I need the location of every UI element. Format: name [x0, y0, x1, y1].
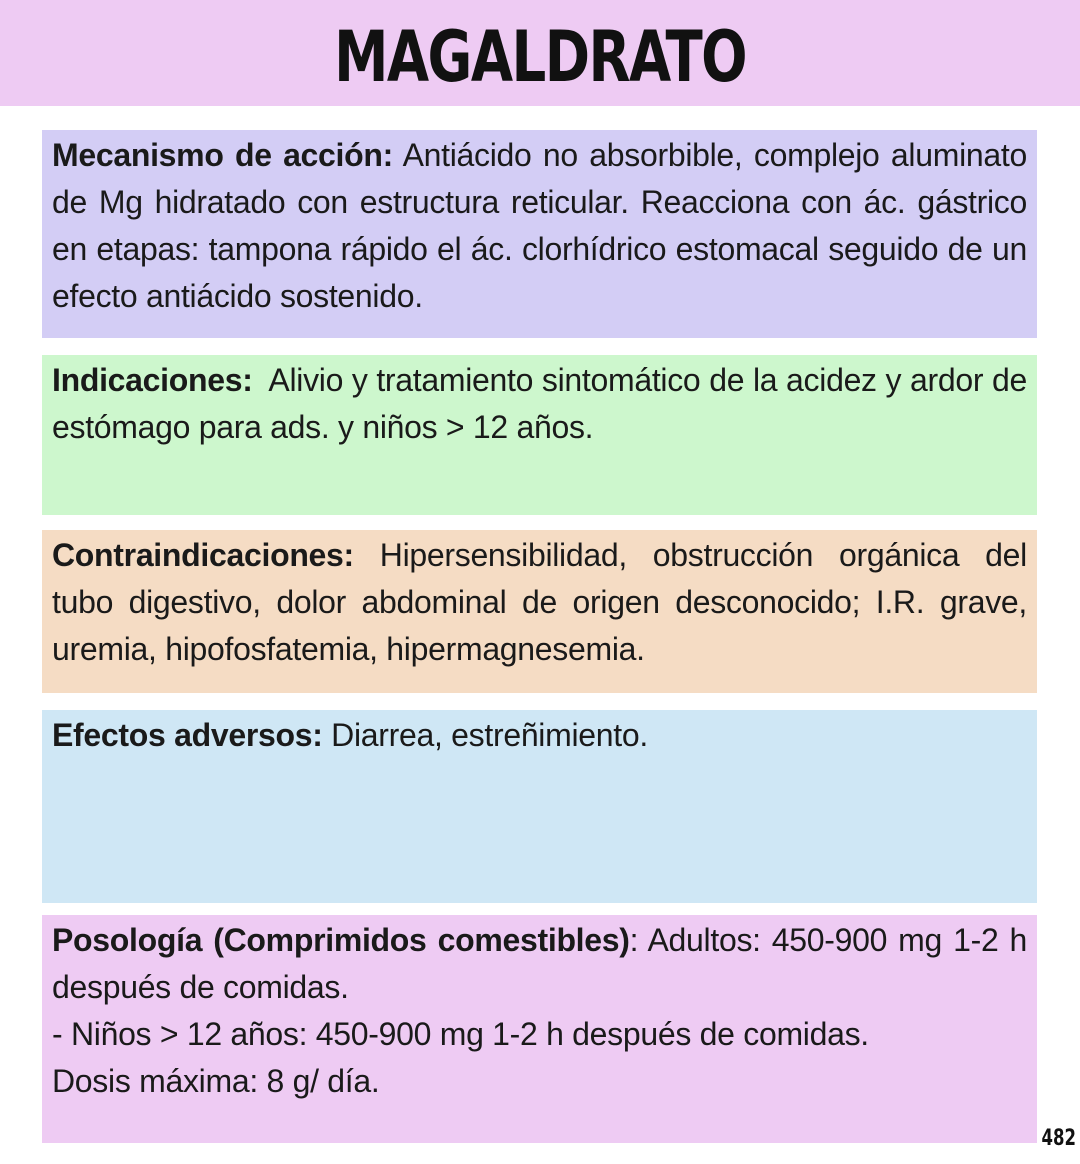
dosage-label: Posología (Comprimidos comestibles) — [52, 922, 630, 958]
mechanism-label: Mecanismo de acción: — [52, 137, 393, 173]
title-banner — [0, 0, 1080, 106]
contraindications-section — [42, 530, 1037, 693]
contraindications-body: Hipersensibilidad, obstrucción orgánica del tubo digestivo, dolor abdominal de origen desconocido; I.R. grave, uremia, hipofosfatemia, hipermagnesemia. — [52, 537, 1027, 667]
dosage-max: Dosis máxima: 8 g/ día. — [52, 1063, 380, 1099]
adverse-effects-section — [42, 710, 1037, 903]
page-title: MAGALDRATO — [334, 16, 746, 98]
indications-label: Indicaciones: — [52, 362, 253, 398]
contraindications-label: Contraindicaciones: — [52, 537, 354, 573]
page-number: 482 — [1041, 1126, 1076, 1151]
dosage-children: - Niños > 12 años: 450-900 mg 1-2 h después de comidas. — [52, 1016, 869, 1052]
adverse-effects-body: Diarrea, estreñimiento. — [322, 717, 648, 753]
adverse-effects-label: Efectos adversos: — [52, 717, 323, 753]
contraindications-text — [52, 532, 1027, 673]
indications-text — [52, 357, 1036, 451]
mechanism-section — [42, 130, 1037, 338]
indications-section — [42, 355, 1037, 515]
dosage-body: : Adultos: 450-900 mg 1-2 h después de comidas. — [52, 922, 1027, 1005]
mechanism-text — [52, 132, 1027, 320]
indications-body: Alivio y tratamiento sintomático de la acidez y ardor de estómago para ads. y niños > 12 años. — [52, 362, 1036, 445]
mechanism-body: Antiácido no absorbible, complejo aluminato de Mg hidratado con estructura reticular. Reacciona con ác. gástrico en etapas: tampona rápido el ác. clorhídrico estomacal seguido de un efecto antiácido sostenido. — [52, 137, 1027, 314]
dosage-text — [52, 917, 1027, 1011]
dosage-section — [42, 915, 1037, 1143]
adverse-effects-text — [52, 712, 1027, 759]
